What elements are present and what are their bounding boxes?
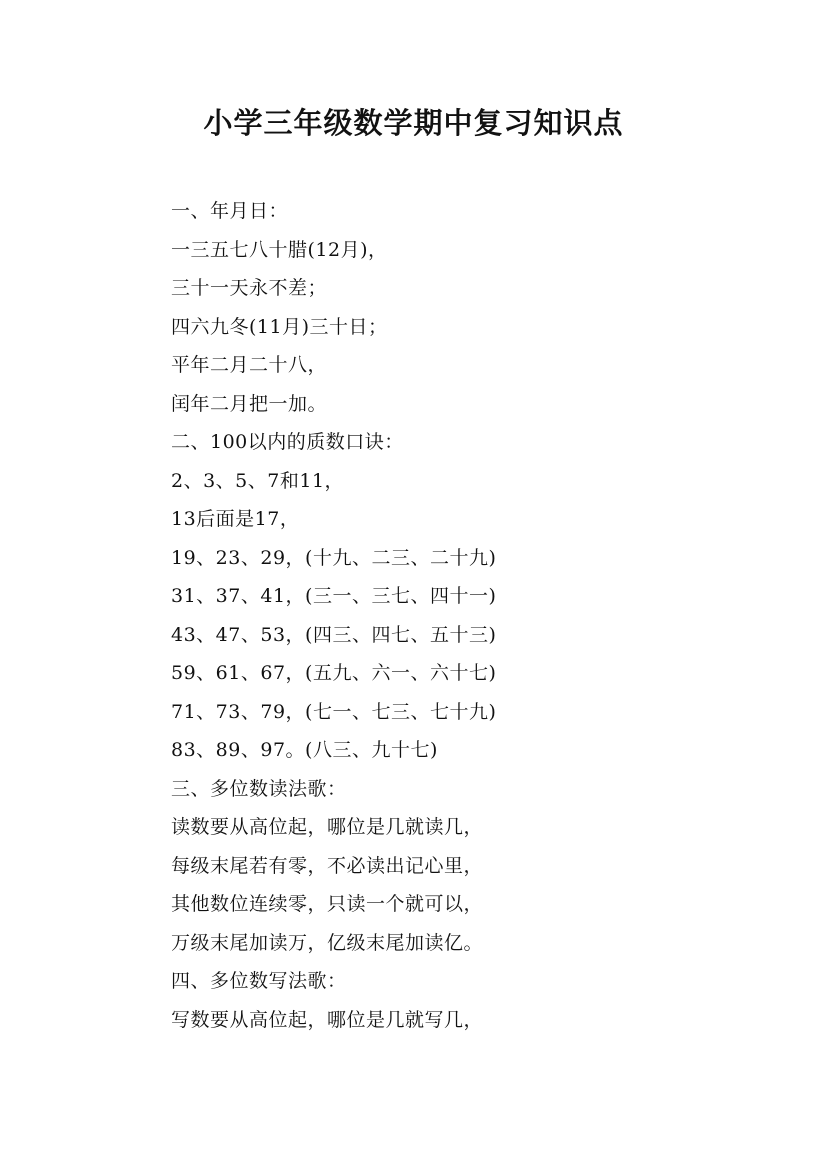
text-line: 31、37、41，(三一、三七、四十一) — [171, 585, 497, 607]
text-line: 13后面是17， — [171, 508, 300, 530]
text-line: 写数要从高位起，哪位是几就写几， — [171, 1008, 484, 1031]
text-line: 59、61、67，(五九、六一、六十七) — [171, 662, 497, 684]
text-line: 四六九冬(11月)三十日； — [171, 315, 388, 338]
section-heading-reading: 三、多位数读法歌： — [171, 777, 347, 800]
page-title: 小学三年级数学期中复习知识点 — [203, 106, 624, 140]
text-line: 19、23、29，(十九、二三、二十九) — [171, 546, 497, 569]
section-heading-primes: 二、100以内的质数口诀： — [171, 431, 404, 453]
text-line: 读数要从高位起，哪位是几就读几， — [171, 816, 484, 838]
text-line: 一三五七八十腊(12月)， — [171, 238, 388, 261]
text-line: 2、3、5、7和11， — [171, 469, 345, 492]
text-line: 万级末尾加读万，亿级末尾加读亿。 — [171, 931, 484, 954]
section-heading-writing: 四、多位数写法歌： — [171, 970, 347, 992]
section-heading-calendar: 一、年月日： — [171, 200, 289, 222]
text-line: 三十一天永不差； — [171, 277, 328, 299]
text-line: 83、89、97。(八三、九十七) — [171, 739, 438, 761]
text-line: 43、47、53，(四三、四七、五十三) — [171, 623, 497, 646]
text-line: 每级末尾若有零，不必读出记心里， — [171, 854, 484, 877]
text-line: 其他数位连续零，只读一个就可以， — [171, 893, 484, 915]
document-body — [171, 192, 731, 1039]
text-line: 71、73、79，(七一、七三、七十九) — [171, 700, 497, 723]
text-line: 闰年二月把一加。 — [171, 392, 328, 415]
text-line: 平年二月二十八， — [171, 354, 328, 376]
